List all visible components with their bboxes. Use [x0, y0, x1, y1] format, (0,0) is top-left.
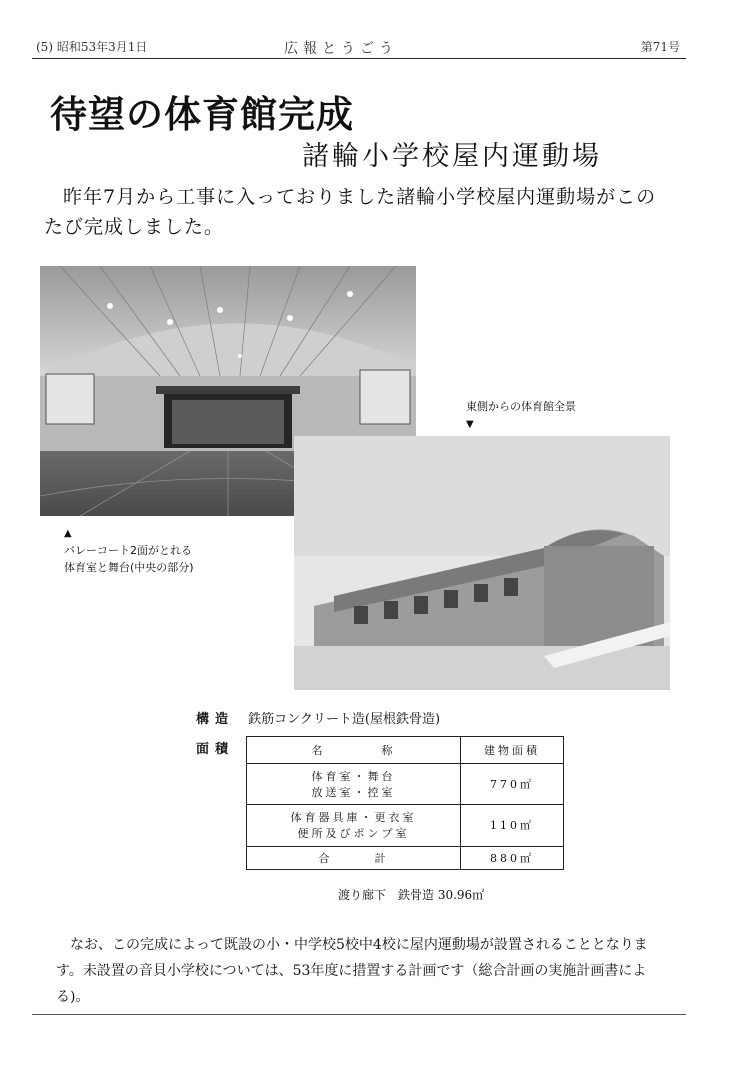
interior-caption-line2: 体育室と舞台(中央の部分) [64, 561, 194, 574]
subheadline: 諸輪小学校屋内運動場 [302, 141, 602, 172]
total-value-cell: 880㎡ [460, 846, 563, 869]
interior-caption-line1: バレーコート2面がとれる [64, 544, 192, 557]
room-line: 便所及びポンプ室 [297, 827, 410, 841]
newsletter-name: 広報とうごう [284, 41, 398, 57]
issue-number: 第71号 [640, 40, 680, 54]
area-value-cell: 110㎡ [460, 805, 563, 846]
header-rule [32, 58, 686, 59]
table-header-area: 建物面積 [460, 737, 563, 764]
room-line: 体育器具庫・更衣室 [290, 811, 417, 825]
structure-label: 構造 [196, 712, 235, 727]
total-label-cell: 合 計 [247, 846, 461, 869]
exterior-caption-text: 東側からの体育館全景 [466, 400, 576, 413]
room-line: 体育室・舞台 [311, 770, 396, 784]
closing-paragraph: なお、この完成によって既設の小・中学校5校中4校に屋内運動場が設置されることとなります。未設置の音貝小学校については、53年度に措置する計画です（総合計画の実施計画書による)。 [56, 937, 648, 1005]
issue-date: (5) 昭和53年3月1日 [36, 40, 148, 54]
table-row [247, 764, 564, 805]
floor-area-table [246, 736, 564, 870]
footer-rule [32, 1014, 686, 1015]
corridor-note: 渡り廊下 鉄骨造 30.96㎡ [338, 888, 485, 902]
table-row [247, 805, 564, 846]
lead-paragraph: 昨年7月から工事に入っておりました諸輪小学校屋内運動場がこのたび完成しました。 [44, 186, 657, 238]
down-triangle-icon: ▼ [466, 419, 474, 430]
structure-value: 鉄筋コンクリート造(屋根鉄骨造) [248, 712, 441, 727]
area-row [196, 738, 234, 757]
structure-row [196, 708, 440, 727]
table-total-row [247, 846, 564, 869]
room-line: 放送室・控室 [311, 786, 396, 800]
table-header-name: 名 称 [247, 737, 461, 764]
table-header-row [247, 737, 564, 764]
up-triangle-icon: ▲ [64, 528, 72, 539]
area-label: 面積 [196, 742, 235, 757]
gym-exterior-photo [294, 436, 670, 690]
room-name-cell [247, 764, 461, 805]
area-value-cell: 770㎡ [460, 764, 563, 805]
headline: 待望の体育館完成 [50, 93, 354, 136]
exterior-caption [466, 398, 576, 433]
interior-caption [64, 524, 194, 576]
room-name-cell [247, 805, 461, 846]
